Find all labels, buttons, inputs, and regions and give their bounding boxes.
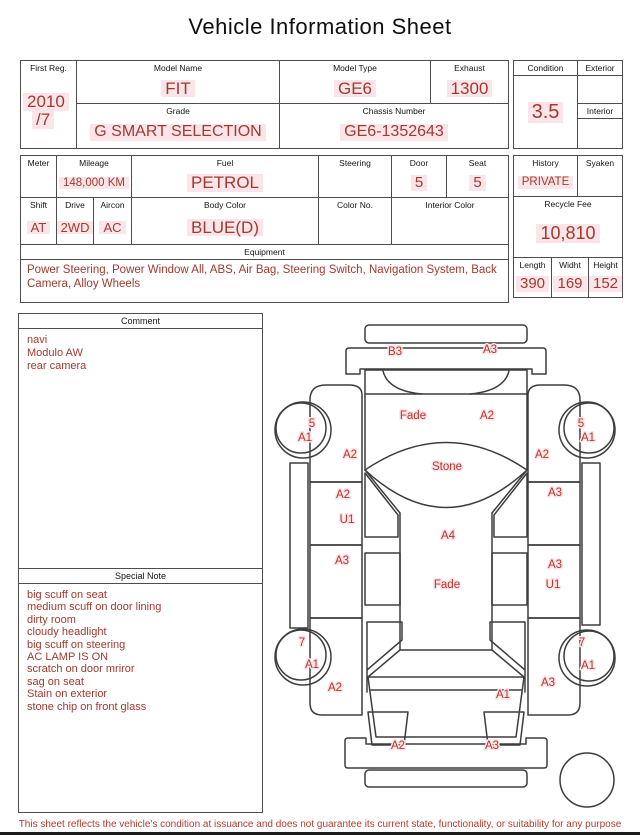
- cell-shift: [20, 197, 57, 245]
- cell-model-name: [76, 60, 280, 104]
- diagram-label-front-right-tread: 5: [577, 418, 585, 430]
- diagram-label-rear-left-tread: 7: [298, 637, 306, 649]
- special-note-line: AC LAMP IS ON: [27, 651, 109, 664]
- diagram-label-hood-left: Fade: [399, 410, 427, 422]
- diagram-label-rear-left-door: A3: [334, 555, 350, 567]
- rear-widening-lines: [368, 650, 524, 677]
- special-note-line: big scuff on steering: [27, 638, 126, 651]
- hood-outline: [365, 370, 527, 470]
- length-value: 390: [516, 276, 549, 292]
- cell-syaken: [577, 155, 623, 197]
- diagram-label-rear-roof: Fade: [433, 579, 461, 591]
- rear-hatch: [368, 677, 524, 737]
- cell-chassis-number: [279, 103, 509, 149]
- model-type-label: Model Type: [333, 63, 377, 73]
- cell-aircon: [93, 197, 132, 245]
- first-reg-year: 2010: [23, 93, 69, 111]
- front-fender-right: [528, 385, 580, 482]
- a-pillar-left: [365, 470, 400, 513]
- rear-bumper: [345, 738, 547, 768]
- fuel-label: Fuel: [216, 158, 234, 168]
- cell-exhaust: [430, 60, 509, 104]
- color-no-label: Color No.: [337, 200, 373, 210]
- cell-length: [513, 257, 552, 298]
- c-pillar-left: [367, 622, 402, 692]
- condition-value: 3.5: [528, 102, 564, 123]
- cell-equipment: [20, 244, 509, 303]
- steering-label: Steering: [339, 158, 371, 168]
- body-color-label: Body Color: [203, 200, 247, 210]
- diagram-label-rear-left-wheel: A1: [304, 659, 320, 671]
- cell-drive: [56, 197, 94, 245]
- cell-condition: [513, 60, 578, 149]
- cell-body-color: [131, 197, 319, 245]
- front-bumper-strip: [365, 325, 527, 343]
- diagram-label-hood-right: A2: [479, 410, 495, 422]
- disclaimer-text: This sheet reflects the vehicle's condition at issuance and does not guarantee its current state, functionality, or suitability for any purpose: [18, 819, 622, 830]
- special-note-line: dirty room: [27, 613, 76, 626]
- exhaust-value: 1300: [447, 80, 493, 98]
- special-note-line: Stain on exterior: [27, 688, 108, 701]
- diagram-label-rear-right-door-a: A3: [547, 559, 563, 571]
- diagram-label-front-left-door-a: A2: [335, 489, 351, 501]
- diagram-label-front-bumper-right: A3: [482, 344, 498, 356]
- aircon-label: Aircon: [100, 200, 125, 210]
- special-note-line: scratch on door mriror: [27, 663, 135, 676]
- chassis-number-label: Chassis Number: [362, 106, 426, 116]
- mileage-label: Mileage: [79, 158, 109, 168]
- diagram-label-front-left-wheel: A1: [297, 432, 313, 444]
- front-left-wheel-inner: [276, 403, 326, 453]
- model-name-value: FIT: [161, 80, 195, 98]
- height-label: Height: [593, 260, 618, 270]
- model-name-label: Model Name: [153, 63, 203, 73]
- special-note-line: sag on seat: [27, 675, 84, 688]
- diagram-label-rear-left-fender: A2: [327, 682, 343, 694]
- seat-label: Seat: [468, 158, 487, 168]
- model-type-value: GE6: [334, 80, 376, 98]
- cell-meter: [20, 155, 57, 198]
- comment-line: Modulo AW: [27, 347, 83, 359]
- cell-fuel: [131, 155, 319, 198]
- cell-door: [391, 155, 447, 198]
- special-note-lines: [19, 584, 262, 718]
- recycle-fee-value: 10,810: [536, 224, 599, 243]
- special-note-line: big scuff on seat: [27, 589, 107, 601]
- diagram-label-rear-bumper-left: A2: [390, 740, 406, 752]
- diagram-label-front-right-fender: A2: [534, 449, 550, 461]
- cell-exterior: [577, 60, 623, 104]
- special-note-box: [18, 568, 263, 813]
- c-pillar-right: [490, 622, 525, 692]
- diagram-label-front-left-fender: A2: [342, 449, 358, 461]
- diagram-label-roof: A4: [440, 530, 456, 542]
- interior-label: Interior: [578, 104, 622, 119]
- equipment-value: Power Steering, Power Window All, ABS, Air Bag, Steering Switch, Navigation System, Back Camera, Alloy Wheels: [27, 264, 497, 290]
- hood-arch-left: [383, 371, 422, 394]
- comment-lines: [19, 329, 262, 378]
- door-label: Door: [409, 158, 429, 168]
- width-label: Widht: [559, 260, 581, 270]
- diagram-label-rear-bumper-right: A3: [484, 740, 500, 752]
- cell-grade: [76, 103, 280, 149]
- front-fender-left: [310, 385, 362, 482]
- grade-value: G SMART SELECTION: [90, 124, 265, 141]
- recycle-fee-label: Recycle Fee: [544, 199, 592, 209]
- shift-value: AT: [27, 221, 51, 235]
- height-value: 152: [589, 276, 622, 292]
- shift-label: Shift: [29, 200, 47, 210]
- drive-label: Drive: [65, 200, 85, 210]
- cell-steering: [318, 155, 392, 198]
- cell-mileage: [56, 155, 132, 198]
- front-right-wheel-inner: [564, 403, 614, 453]
- interior-color-label: Interior Color: [425, 200, 475, 210]
- diagram-label-front-left-door-b: U1: [339, 514, 355, 526]
- exhaust-label: Exhaust: [454, 63, 485, 73]
- aircon-value: AC: [99, 221, 125, 235]
- syaken-label: Syaken: [585, 158, 615, 168]
- first-reg-month: /7: [32, 111, 54, 129]
- meter-label: Meter: [27, 158, 50, 168]
- equipment-label: Equipment: [21, 245, 508, 260]
- comment-line: rear camera: [27, 360, 87, 372]
- rear-window-right: [492, 553, 527, 605]
- diagram-label-front-bumper-left: B3: [387, 346, 403, 358]
- car-damage-diagram: [270, 315, 630, 815]
- cell-interior: [577, 103, 623, 149]
- comment-label: Comment: [19, 314, 262, 329]
- hood-arch-right: [470, 371, 509, 394]
- page-title: Vehicle Information Sheet: [188, 14, 452, 39]
- cell-seat: [446, 155, 509, 198]
- special-note-line: stone chip on front glass: [27, 700, 147, 713]
- a-pillar-right: [492, 470, 527, 513]
- door-value: 5: [411, 175, 427, 191]
- special-note-line: medium scuff on door lining: [27, 601, 162, 614]
- cell-history: [513, 155, 578, 197]
- diagram-label-rear-right-door-b: U1: [545, 579, 561, 591]
- comment-box: [18, 313, 263, 569]
- history-label: History: [532, 158, 559, 168]
- cell-first-reg: [20, 60, 77, 149]
- special-note-line: cloudy headlight: [27, 626, 107, 639]
- rocker-left: [290, 463, 308, 628]
- diagram-label-rear-panel: A1: [495, 689, 511, 701]
- rear-fender-right: [528, 618, 580, 715]
- diagram-labels: [298, 344, 595, 752]
- diagram-label-front-right-door: A3: [547, 487, 563, 499]
- length-label: Length: [519, 260, 546, 270]
- cell-width: [551, 257, 589, 298]
- diagram-label-front-left-tread: 5: [308, 418, 316, 430]
- first-reg-label: First Reg.: [30, 63, 67, 73]
- grade-label: Grade: [166, 106, 190, 116]
- cell-interior-color: [391, 197, 509, 245]
- rear-right-wheel-inner: [564, 631, 614, 681]
- rear-bumper-strip: [365, 770, 527, 787]
- seat-value: 5: [469, 175, 485, 191]
- special-note-label: Special Note: [19, 569, 262, 584]
- mileage-value: 148,000 KM: [59, 177, 129, 189]
- diagram-label-rear-right-fender: A3: [540, 677, 556, 689]
- diagram-label-windshield: Stone: [431, 461, 463, 473]
- chassis-number-value: GE6-1352643: [340, 124, 448, 141]
- cell-model-type: [279, 60, 431, 104]
- fuel-value: PETROL: [187, 174, 263, 192]
- body-color-value: BLUE(D): [187, 219, 263, 237]
- condition-label: Condition: [514, 61, 577, 76]
- windshield: [365, 443, 527, 508]
- diagram-label-rear-right-tread: 7: [578, 637, 586, 649]
- history-value: PRIVATE: [518, 176, 574, 188]
- rear-window-left: [365, 553, 400, 605]
- width-value: 169: [553, 276, 586, 292]
- cell-recycle-fee: [513, 196, 623, 258]
- drive-value: 2WD: [57, 221, 94, 235]
- rocker-right: [582, 463, 600, 625]
- comment-line: navi: [27, 334, 48, 346]
- cell-color-no: [318, 197, 392, 245]
- cell-height: [588, 257, 623, 298]
- diagram-label-rear-right-wheel: A1: [580, 660, 596, 672]
- diagram-label-front-right-wheel: A1: [580, 432, 596, 444]
- exterior-label: Exterior: [578, 61, 622, 76]
- spare-tire: [560, 753, 614, 807]
